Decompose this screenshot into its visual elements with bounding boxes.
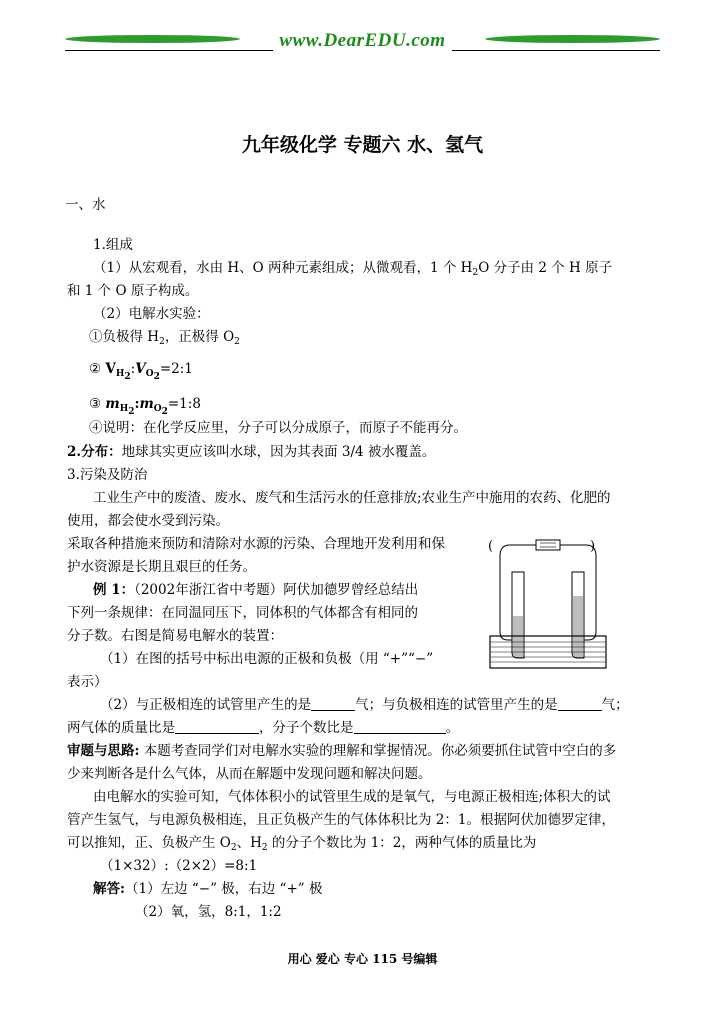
- paragraph-line: 分子数。右图是简易电解水的装置：: [67, 628, 283, 644]
- paragraph-line: 使用，都会使水受到污染。: [67, 513, 229, 529]
- paragraph-line: 护水资源是长期且艰巨的任务。: [67, 559, 256, 575]
- right-electrode-paren: ): [590, 539, 596, 554]
- document-title: 九年级化学 专题六 水、氢气: [241, 134, 484, 156]
- paragraph-line: （1）从宏观看，水由 H、O 两种元素组成；从微观看，1 个 $H_2O$ 分子由 2 个 H 原子: [93, 260, 613, 278]
- paragraph-line: 由电解水的实验可知，气体体积小的试管里生成的是氧气，与电源正极相连;体积大的试: [93, 789, 611, 805]
- answer-blank: [311, 697, 355, 711]
- paragraph-line: 工业生产中的废渣、废水、废气和生活污水的任意排放;农业生产中施用的农药、化肥的: [93, 490, 611, 506]
- electrolysis-apparatus-figure: [488, 532, 608, 672]
- paragraph-line: 2.分布：地球其实更应该叫水球，因为其表面 3/4 被水覆盖。: [67, 444, 436, 460]
- header-site-logo: www.DearEDU.com: [65, 30, 660, 52]
- answer-blank: [354, 720, 446, 734]
- paragraph-line: （2）氧，氢，8:1，1:2: [135, 904, 282, 920]
- composition-heading: 1.组成: [93, 237, 133, 253]
- paragraph-line: 3.污染及防治: [67, 467, 148, 483]
- paragraph-line: 表示）: [67, 674, 108, 690]
- answer-blank: [175, 720, 259, 734]
- paragraph-line: 采取各种措施来预防和清除对水源的污染、合理地开发利用和保: [67, 536, 445, 552]
- mass-ratio-line: ③ $m_{H_2}:m_{O_2}=1:8$: [89, 396, 201, 417]
- volume-ratio-line: ② $V_{H_2}:V_{O_2}=2:1$: [89, 361, 193, 382]
- paragraph-line: 可以推知，正、负极产生 $O_2$、$H_2$ 的分子个数比为 1：2，两种气体的质量比为: [67, 835, 537, 853]
- battery-icon: [536, 540, 560, 550]
- paragraph-line: （1）在图的括号中标出电源的正极和负极（用 “+”“−”: [100, 651, 434, 667]
- paragraph-line: （1×32）:（2×2）=8:1: [100, 858, 258, 874]
- question-line: （2）与正极相连的试管里产生的是 气；与负极相连的试管里产生的是 气；: [100, 697, 629, 713]
- left-wire: [500, 545, 536, 572]
- paragraph-line: ④说明：在化学反应里，分子可以分成原子，而原子不能再分。: [89, 420, 467, 436]
- paragraph-line: 少来判断各是什么气体，从而在解题中发现问题和解决问题。: [67, 766, 432, 782]
- answer-blank: [558, 697, 602, 711]
- paragraph-line: 下列一条规律：在同温同压下，同体积的气体都含有相同的: [67, 605, 418, 621]
- section-heading: 一、水: [65, 197, 106, 213]
- electrolysis-diagram: [488, 532, 608, 672]
- question-line: 两气体的质量比是 ，分子个数比是 。: [67, 720, 459, 736]
- paragraph-line: ①负极得 $H_2$，正极得 $O_2$: [89, 329, 240, 347]
- paragraph-line: （2）电解水实验：: [93, 306, 210, 322]
- paragraph-line: 和 1 个 O 原子构成。: [67, 283, 199, 299]
- paragraph-line: 例 1：（2002年浙江省中考题）阿伏加德罗曾经总结出: [93, 582, 419, 598]
- page-footer: 用心 爱心 专心 115 号编辑: [287, 952, 438, 966]
- left-electrode-paren: (: [488, 539, 494, 554]
- paragraph-line: 审题与思路: 本题考查同学们对电解水实验的理解和掌握情况。你必须要抓住试管中空白的多: [67, 743, 617, 759]
- paragraph-line: 解答:（1）左边 “−” 极，右边 “+” 极: [93, 881, 323, 897]
- page-header: [65, 28, 660, 54]
- paragraph-line: 管产生氢气，与电源负极相连，且正负极产生的气体体积比为 2：1。根据阿伏加德罗定律，: [67, 812, 615, 828]
